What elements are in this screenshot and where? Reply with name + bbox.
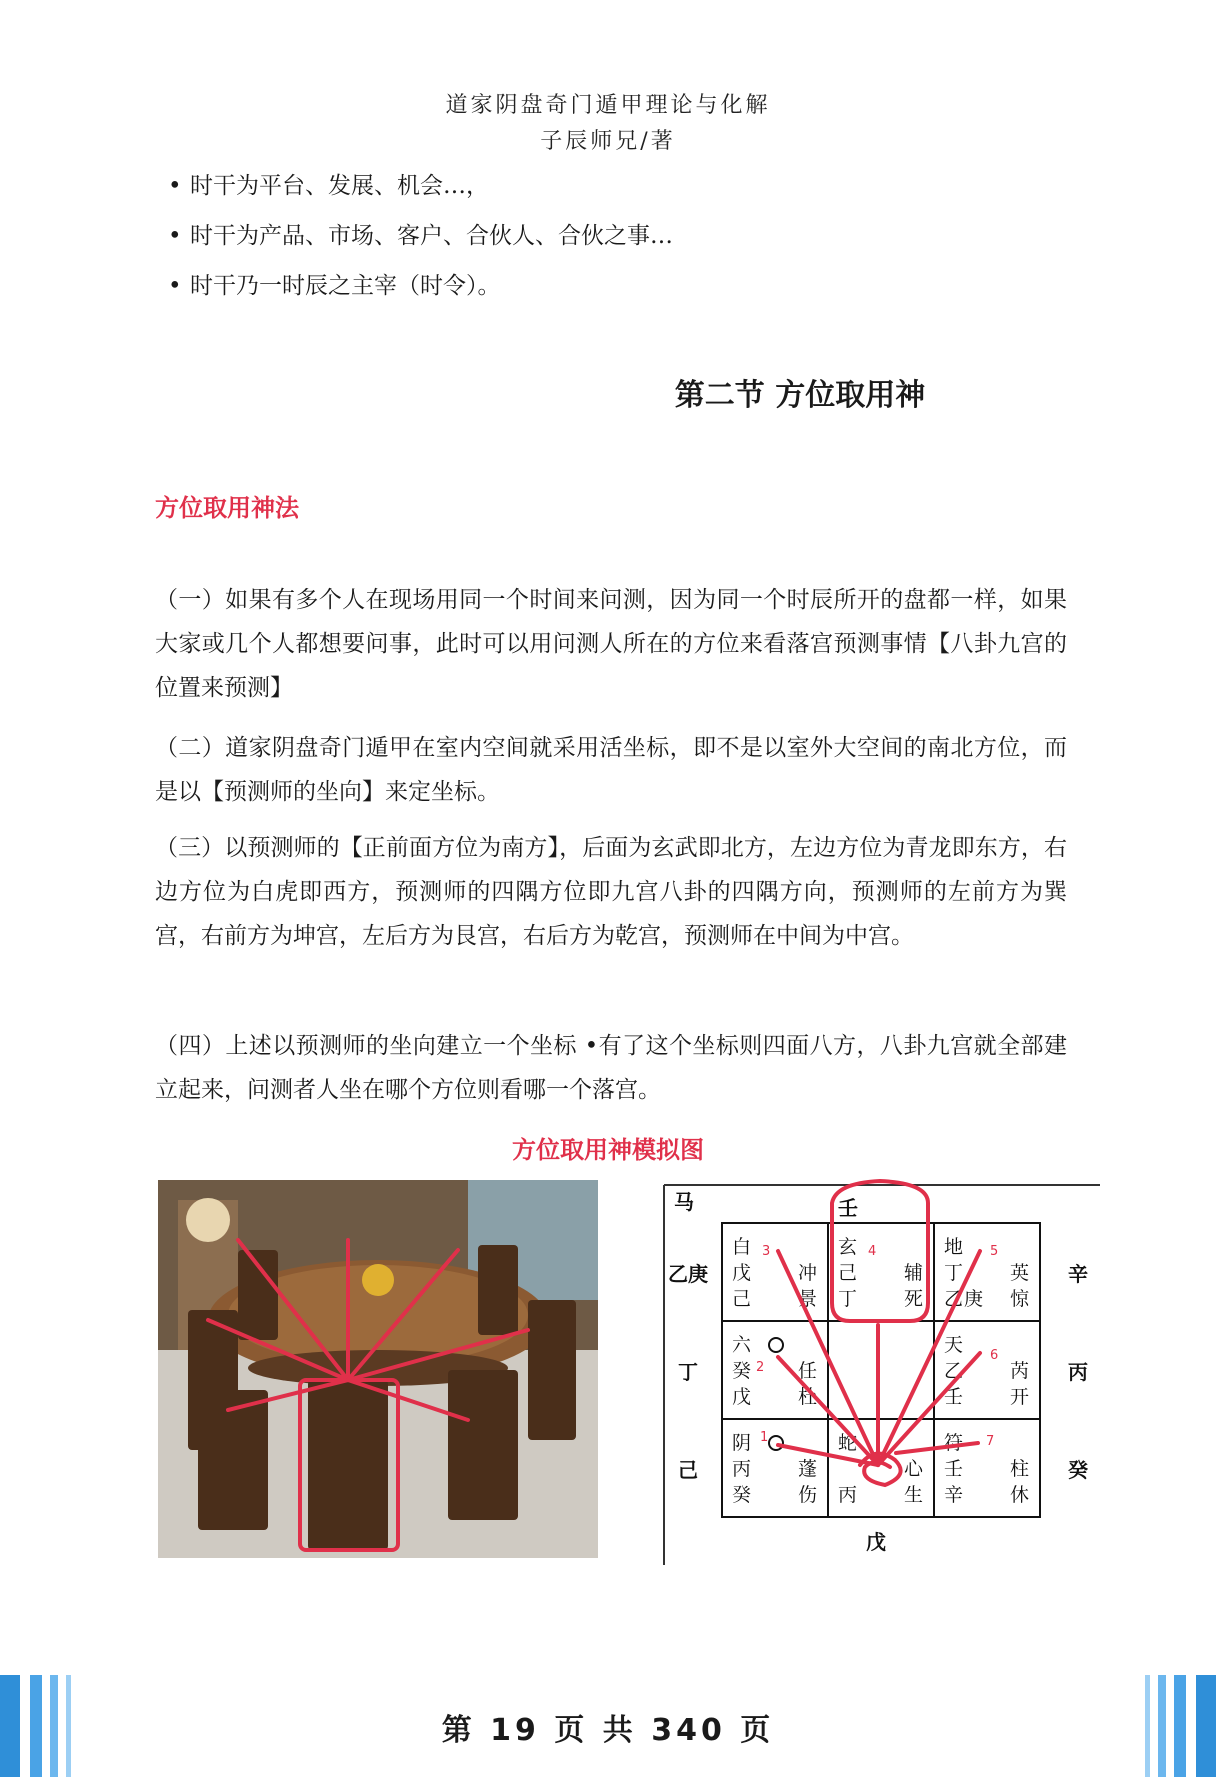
paragraph-3: （三）以预测师的【正前面方位为南方】，后面为玄武即北方，左边方位为青龙即东方，右边方位为白虎即西方，预测师的四隅方位即九宫八卦的四隅方向，预测师的左前方为巽宫，右前方为坤宫，左后方为艮宫，右后方为乾宫，预测师在中间为中宫。 xyxy=(155,835,1067,949)
outer-label-right-mid: 丙 xyxy=(1068,1360,1088,1384)
cell-3-l1: 六 xyxy=(732,1334,752,1356)
cell-1-l1: 玄 xyxy=(838,1236,858,1258)
cell-2-l2: 丁 xyxy=(944,1262,964,1284)
list-item: • 时干乃一时辰之主宰（时令）。 xyxy=(168,268,1068,318)
cell-0-r3: 景 xyxy=(798,1288,818,1310)
outer-label-left-bot: 己 xyxy=(678,1458,698,1482)
cell-1-l3: 丁 xyxy=(838,1288,858,1310)
figure-caption: 方位取用神模拟图 xyxy=(512,1135,704,1164)
cell-0-r2: 冲 xyxy=(798,1262,818,1284)
cell-2-l1: 地 xyxy=(944,1236,964,1258)
outer-label-right-bot: 癸 xyxy=(1068,1458,1088,1482)
cell-6-l3: 癸 xyxy=(732,1484,752,1506)
cell-5-l1: 天 xyxy=(944,1334,964,1356)
cell-2-r3: 惊 xyxy=(1010,1288,1030,1310)
cell-3-l2: 癸 xyxy=(732,1360,752,1382)
ring-marker-icon xyxy=(769,1436,783,1450)
cell-6-r3: 伤 xyxy=(798,1484,818,1506)
cell-1-num: 4 xyxy=(868,1244,877,1259)
cell-7-l1: 蛇 xyxy=(838,1432,858,1454)
cell-2-num: 5 xyxy=(990,1244,999,1259)
list-item: • 时干为产品、市场、客户、合伙人、合伙之事… xyxy=(168,218,1068,268)
outer-label-bottom: 戊 xyxy=(866,1530,886,1554)
dining-table-photo xyxy=(158,1180,598,1558)
cell-8-num: 7 xyxy=(986,1434,995,1449)
book-author: 子辰师兄/著 xyxy=(540,129,676,154)
paragraph-4: （四）上述以预测师的坐向建立一个坐标 •有了这个坐标则四面八方，八卦九宫就全部建立起来，问测者人坐在哪个方位则看哪一个落宫。 xyxy=(155,1033,1067,1103)
cell-0-num: 3 xyxy=(762,1244,771,1259)
cell-0-l1: 白 xyxy=(732,1236,752,1258)
outer-label-top: 壬 xyxy=(838,1196,858,1220)
cell-7-r2: 心 xyxy=(904,1458,924,1480)
cell-5-l2: 乙 xyxy=(944,1360,964,1382)
cell-3-l3: 戊 xyxy=(732,1386,752,1408)
bullet-list xyxy=(168,168,1068,318)
cell-8-l1: 符 xyxy=(944,1432,964,1454)
cell-6-l2: 丙 xyxy=(732,1458,752,1480)
cell-2-r2: 英 xyxy=(1010,1262,1030,1284)
cell-0-l2: 戊 xyxy=(732,1262,752,1284)
cell-7-r3: 生 xyxy=(904,1484,924,1506)
paragraph-2: （二）道家阴盘奇门遁甲在室内空间就采用活坐标，即不是以室外大空间的南北方位，而是以【预测师的坐向】来定坐标。 xyxy=(155,735,1067,805)
cell-8-r2: 柱 xyxy=(1010,1458,1030,1480)
cell-1-r3: 死 xyxy=(904,1288,924,1310)
outer-label-right-top: 辛 xyxy=(1068,1262,1088,1286)
cell-6-r2: 蓬 xyxy=(798,1458,818,1480)
cell-6-l1: 阴 xyxy=(732,1432,752,1454)
cell-8-r3: 休 xyxy=(1010,1484,1030,1506)
cell-5-r3: 开 xyxy=(1010,1386,1030,1408)
cell-8-l3: 辛 xyxy=(944,1484,964,1506)
cell-2-l3: 乙 xyxy=(944,1288,964,1310)
cell-7-l3: 丙 xyxy=(838,1484,858,1506)
cell-8-l2: 壬 xyxy=(944,1458,964,1480)
cell-5-l3: 壬 xyxy=(944,1386,964,1408)
cell-5-num: 6 xyxy=(990,1348,999,1363)
outer-label-left-mid: 丁 xyxy=(678,1360,698,1384)
nine-palace-chart xyxy=(660,1175,1100,1565)
cell-5-r2: 芮 xyxy=(1010,1360,1030,1382)
cell-6-num: 1 xyxy=(760,1430,769,1445)
cell-3-num: 2 xyxy=(756,1360,765,1375)
section-title: 第二节 方位取用神 xyxy=(674,378,926,413)
outer-label-ma: 马 xyxy=(674,1190,694,1214)
ring-marker-icon xyxy=(769,1338,783,1352)
cell-0-l3: 己 xyxy=(732,1288,752,1310)
cell-3-r3: 杜 xyxy=(798,1386,818,1408)
book-title: 道家阴盘奇门遁甲理论与化解 xyxy=(445,93,771,118)
page-number: 第 19 页 共 340 页 xyxy=(441,1713,775,1748)
cell-2-m3: 庚 xyxy=(964,1288,984,1310)
subsection-title: 方位取用神法 xyxy=(155,493,299,522)
cell-3-r2: 任 xyxy=(798,1360,818,1382)
list-item: • 时干为平台、发展、机会…， xyxy=(168,168,1068,218)
paragraph-1: （一）如果有多个人在现场用同一个时间来问测，因为同一个时辰所开的盘都一样，如果大家或几个人都想要问事，此时可以用问测人所在的方位来看落宫预测事情【八卦九宫的位置来预测】 xyxy=(155,587,1067,701)
outer-label-left-top: 乙庚 xyxy=(668,1262,708,1286)
cell-1-r2: 辅 xyxy=(904,1262,924,1284)
cell-1-l2: 己 xyxy=(838,1262,858,1284)
